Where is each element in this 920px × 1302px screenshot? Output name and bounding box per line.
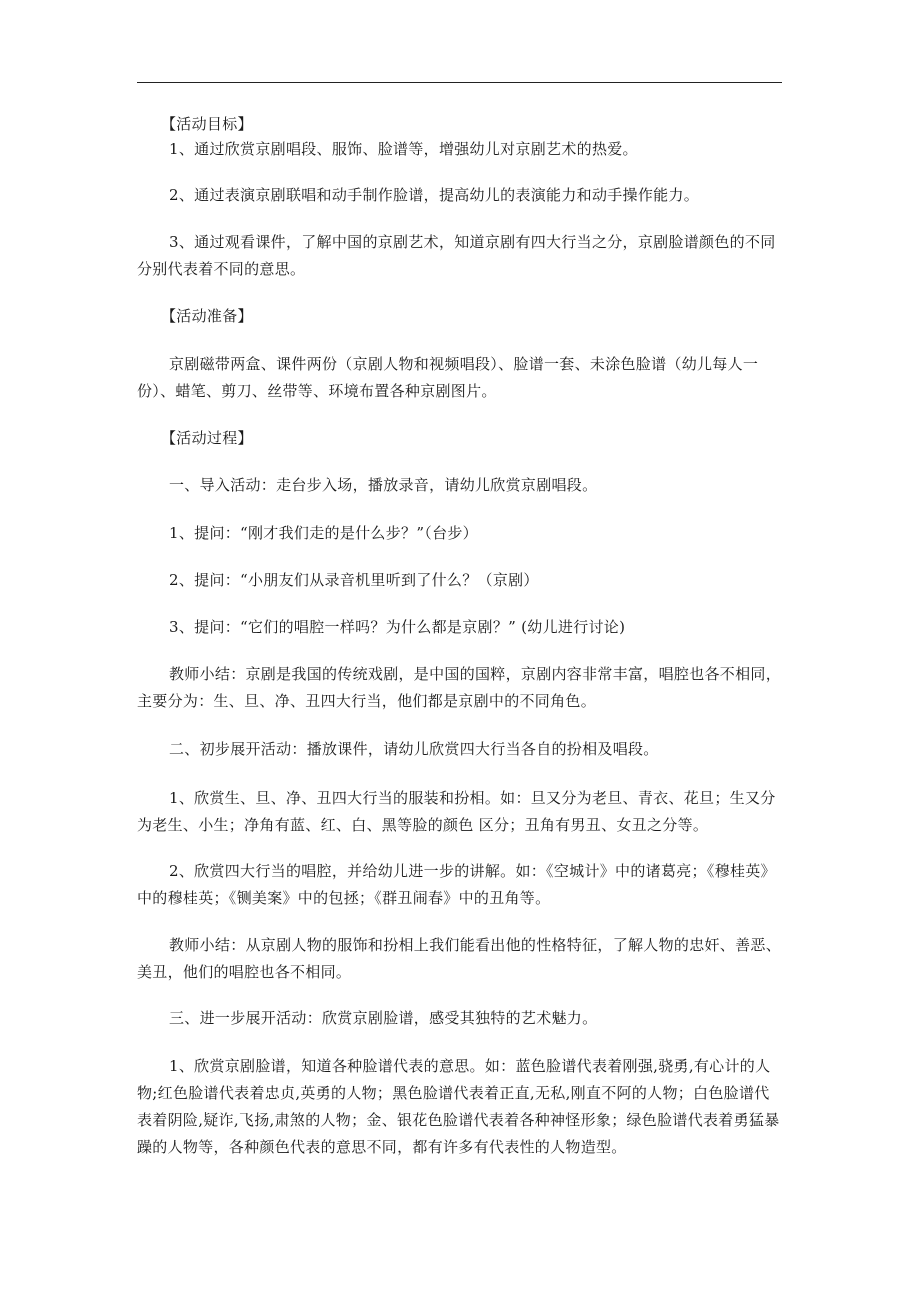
header-rule [137,82,782,83]
part3-title: 三、进一步展开活动：欣赏京剧脸谱，感受其独特的艺术魅力。 [169,1009,598,1027]
part3-item-1: 1、欣赏京剧脸谱，知道各种脸谱代表的意思。如：蓝色脸谱代表着刚强,骁勇,有心计的人物;红色脸谱代表着忠贞,英勇的人物；黑色脸谱代表着正直,无私,刚直不阿的人物；白色脸谱代表着阴险,疑诈,飞扬,肃煞的人物；金、银花色脸谱代表着各种神怪形象；绿色脸谱代表着勇猛暴躁的人物等，各种颜色代表的意思不同，都有许多有代表性的人物造型。 [137,1057,780,1156]
part2-item-2: 2、欣赏四大行当的唱腔，并给幼儿进一步的讲解。如：《空城计》中的诸葛亮；《穆桂英》中的穆桂英；《铡美案》中的包拯；《群丑闹春》中的丑角等。 [137,862,776,907]
process-heading: 【活动过程】 [161,429,253,447]
part2-title: 二、初步展开活动：播放课件，请幼儿欣赏四大行当各自的扮相及唱段。 [169,740,659,758]
goal-2: 2、通过表演京剧联唱和动手制作脸谱，提高幼儿的表演能力和动手操作能力。 [169,186,700,204]
part1-question-2: 2、提问：“小朋友们从录音机里听到了什么？（京剧） [169,571,539,589]
part1-question-1: 1、提问：“刚才我们走的是什么步？”（台步） [169,524,478,542]
prep-heading: 【活动准备】 [161,307,253,325]
part2-item-1: 1、欣赏生、旦、净、丑四大行当的服装和扮相。如：旦又分为老旦、青衣、花旦；生又分为老生、小生；净角有蓝、红、白、黑等脸的颜色 区分；丑角有男丑、女丑之分等。 [137,789,776,834]
goals-heading: 【活动目标】 [161,115,253,133]
goal-1: 1、通过欣赏京剧唱段、服饰、脸谱等，增强幼儿对京剧艺术的热爱。 [169,140,638,158]
part1-summary: 教师小结：京剧是我国的传统戏剧，是中国的国粹，京剧内容非常丰富，唱腔也各不相同，主要分为：生、旦、净、丑四大行当，他们都是京剧中的不同角色。 [137,665,782,710]
part2-summary: 教师小结：从京剧人物的服饰和扮相上我们能看出他的性格特征，了解人物的忠奸、善恶、美丑，他们的唱腔也各不相同。 [137,936,782,981]
goal-3: 3、通过观看课件，了解中国的京剧艺术，知道京剧有四大行当之分，京剧脸谱颜色的不同分别代表着不同的意思。 [137,233,776,278]
part1-title: 一、导入活动：走台步入场，播放录音，请幼儿欣赏京剧唱段。 [169,476,598,494]
part1-question-3: 3、提问：“它们的唱腔一样吗？为什么都是京剧？” (幼儿进行讨论) [169,618,626,636]
prep-text: 京剧磁带两盒、课件两份（京剧人物和视频唱段）、脸谱一套、未涂色脸谱（幼儿每人一份）、蜡笔、剪刀、丝带等、环境布置各种京剧图片。 [137,355,759,400]
